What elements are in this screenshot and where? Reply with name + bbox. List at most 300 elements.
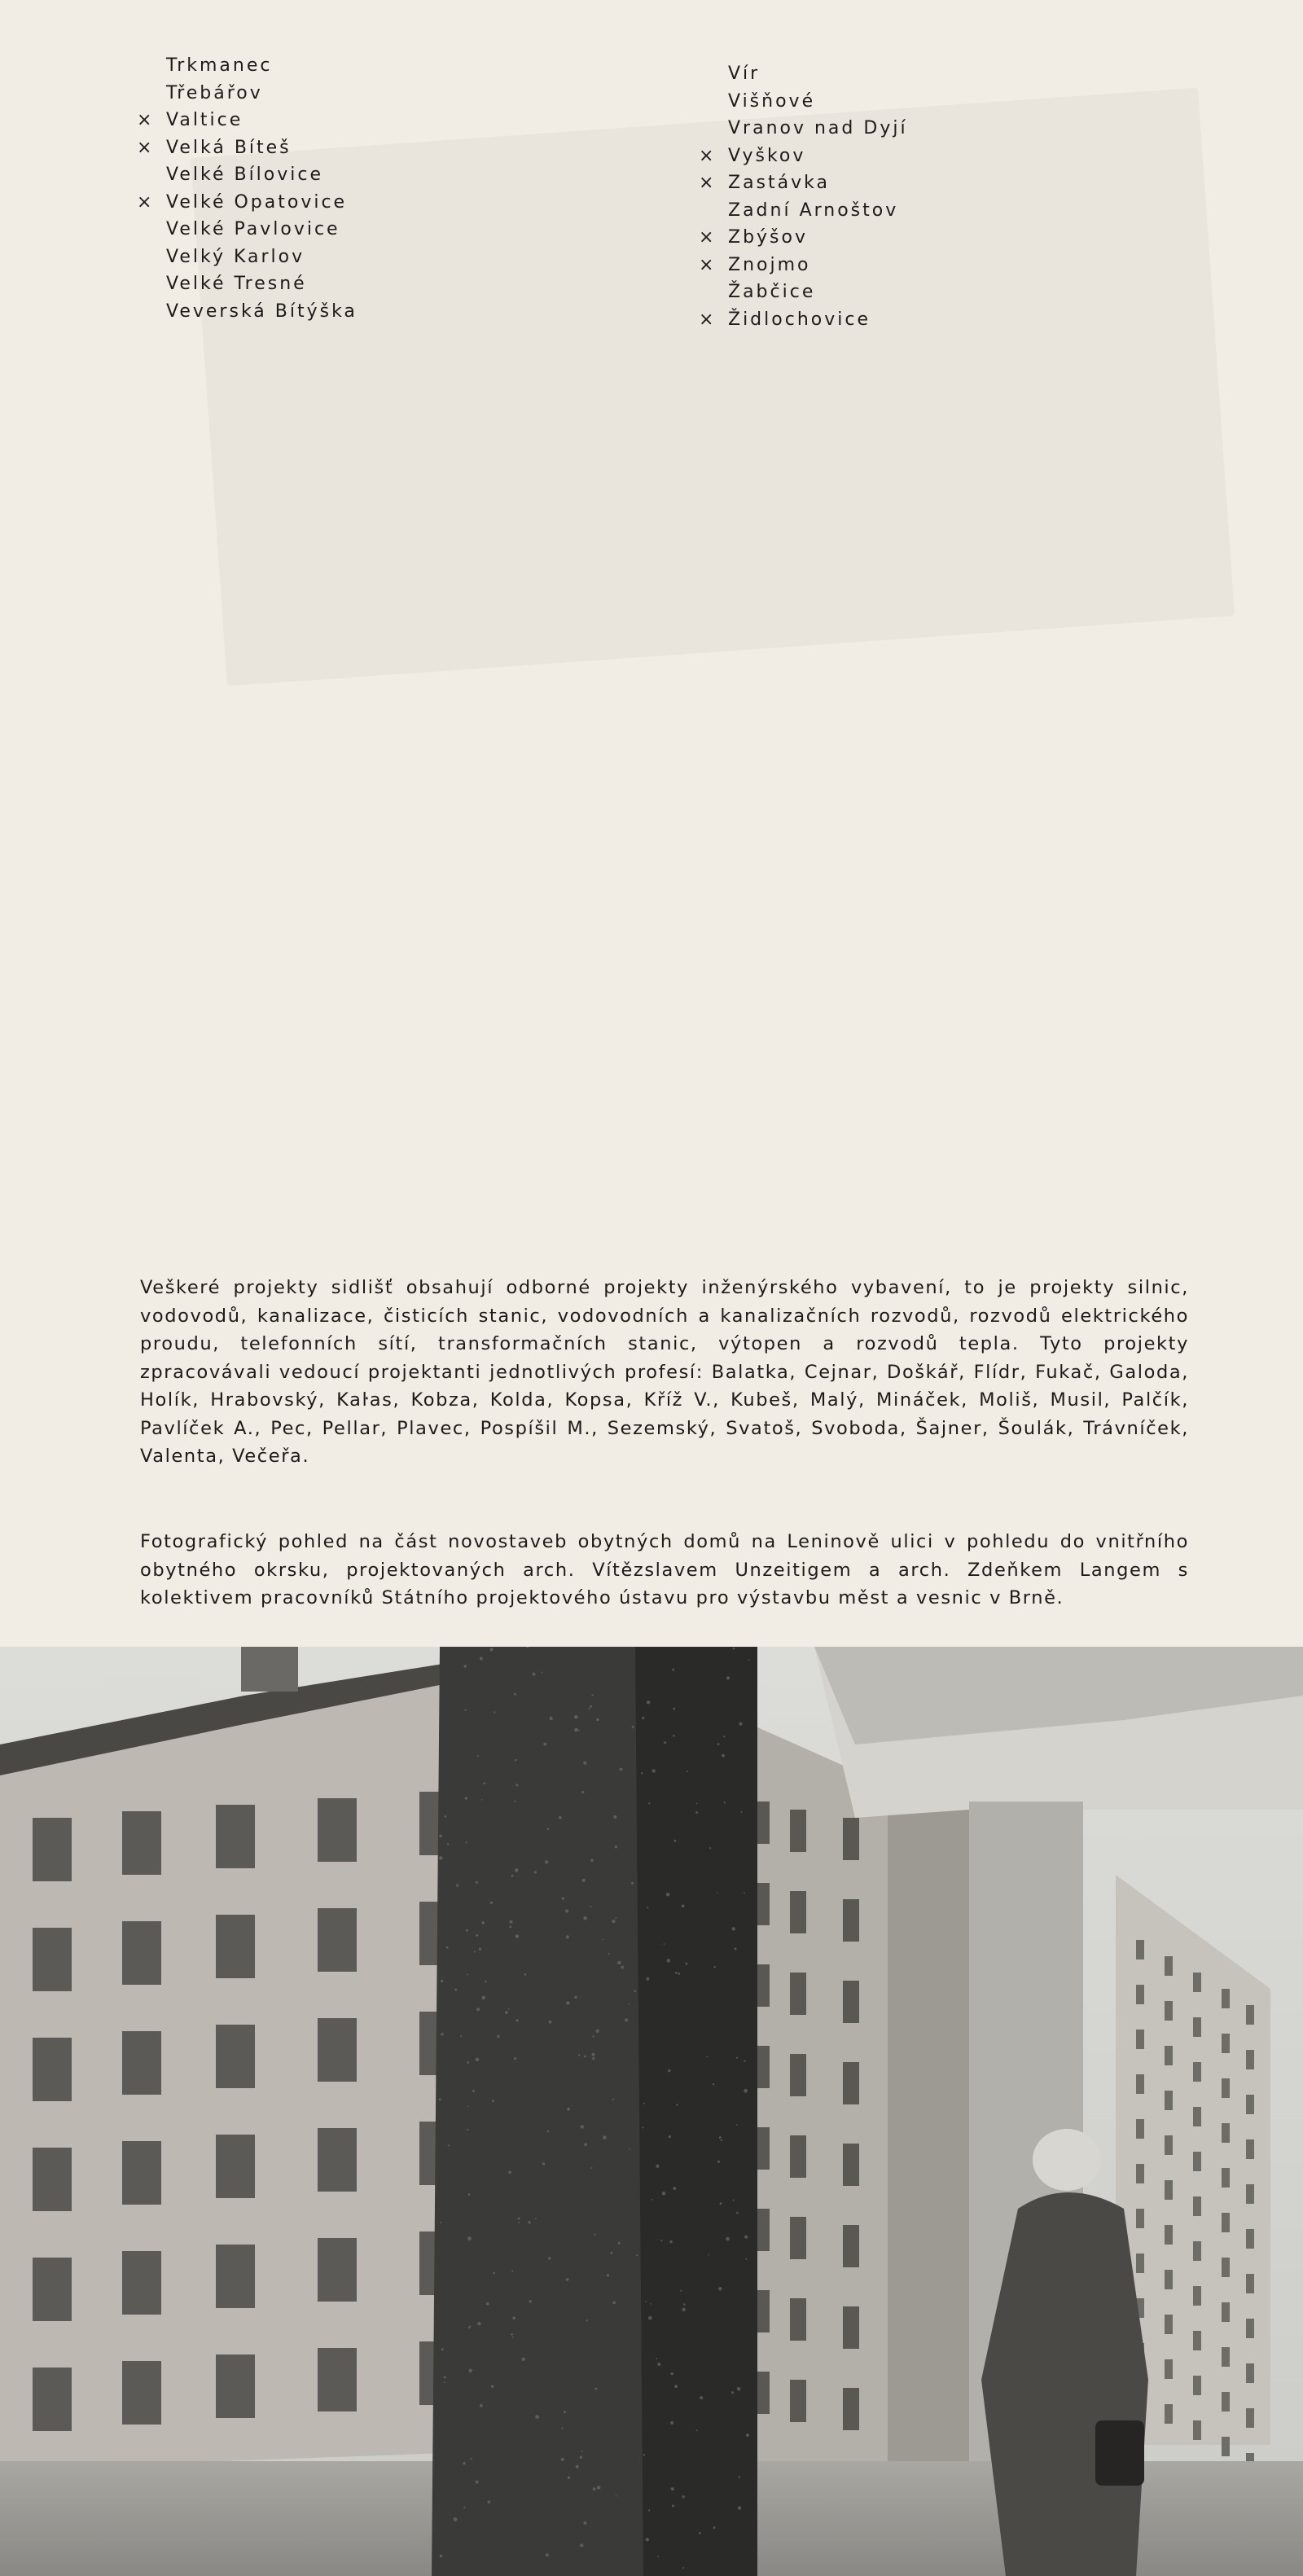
middle-building-side — [888, 1736, 977, 2461]
window — [1246, 2408, 1254, 2428]
speckle-dot — [529, 2300, 531, 2302]
speckle-dot — [726, 2237, 730, 2241]
speckle-dot — [592, 2057, 594, 2060]
speckle-dot — [718, 2287, 722, 2290]
speckle-dot — [441, 2033, 443, 2035]
speckle-dot — [581, 2125, 584, 2128]
place-name: Velké Tresné — [166, 274, 307, 294]
speckle-dot — [559, 1816, 562, 1819]
speckle-dot — [630, 2148, 631, 2150]
speckle-dot — [738, 2506, 741, 2509]
speckle-dot — [603, 1939, 604, 1941]
place-item — [137, 80, 358, 108]
speckle-dot — [467, 2061, 469, 2064]
speckle-dot — [583, 1762, 586, 1765]
speckle-dot — [463, 1665, 466, 1667]
speckle-dot — [488, 2500, 491, 2504]
speckle-dot — [463, 2462, 465, 2464]
speckle-dot — [508, 2171, 511, 2174]
speckle-dot — [643, 2103, 645, 2104]
place-name: Velké Pavlovice — [166, 219, 340, 239]
place-name: Žabčice — [728, 282, 816, 302]
speckle-dot — [467, 1974, 468, 1976]
speckle-dot — [566, 2001, 569, 2004]
speckle-dot — [474, 1951, 476, 1952]
speckle-dot — [542, 2162, 545, 2165]
speckle-dot — [466, 1929, 468, 1932]
window — [1136, 2164, 1144, 2183]
speckle-dot — [737, 2387, 741, 2391]
speckle-dot — [706, 2056, 708, 2058]
speckle-dot — [446, 1946, 449, 1949]
window — [216, 2135, 255, 2198]
window — [1246, 2363, 1254, 2383]
window — [1165, 2046, 1173, 2065]
window — [1193, 2286, 1201, 2306]
speckle-dot — [578, 2054, 580, 2056]
window — [1165, 2359, 1173, 2379]
speckle-dot — [581, 1791, 584, 1793]
speckle-dot — [594, 2388, 597, 2390]
place-name: Velké Bílovice — [166, 165, 324, 185]
speckle-dot — [454, 1989, 457, 1991]
window — [790, 2054, 806, 2096]
speckle-dot — [549, 2021, 552, 2024]
speckle-dot — [591, 2053, 594, 2056]
speckle-dot — [512, 2337, 514, 2338]
speckle-dot — [657, 2556, 659, 2557]
window — [1222, 2078, 1230, 2098]
speckle-dot — [545, 1860, 548, 1863]
speckle-dot — [477, 1755, 479, 1757]
speckle-dot — [670, 2421, 673, 2425]
speckle-dot — [721, 2139, 722, 2141]
speckle-dot — [518, 2218, 520, 2220]
place-name: Velký Karlov — [166, 246, 305, 267]
speckle-dot — [646, 1977, 649, 1981]
speckle-dot — [745, 2258, 747, 2260]
speckle-dot — [470, 2458, 472, 2460]
speckle-dot — [580, 2543, 583, 2547]
speckle-dot — [561, 2458, 564, 2461]
place-item — [137, 52, 358, 80]
speckle-dot — [664, 1943, 665, 1945]
speckle-dot — [581, 2451, 583, 2452]
speckle-dot — [590, 1906, 592, 1907]
place-name: Vyškov — [728, 145, 806, 166]
window — [843, 1981, 859, 2023]
speckle-dot — [549, 1717, 552, 1720]
speckle-dot — [476, 2008, 480, 2011]
speckle-dot — [590, 1859, 594, 1863]
window — [843, 2388, 859, 2430]
speckle-dot — [566, 2278, 569, 2281]
place-item — [699, 224, 908, 252]
window — [1136, 1940, 1144, 1959]
speckle-dot — [548, 2257, 551, 2259]
speckle-dot — [493, 2272, 495, 2275]
speckle-dot — [439, 1856, 443, 1860]
speckle-dot — [482, 1996, 486, 2000]
window — [1246, 2095, 1254, 2114]
window — [1165, 2180, 1173, 2200]
speckle-dot — [534, 1871, 537, 1873]
place-item — [137, 107, 358, 134]
speckle-dot — [699, 2532, 701, 2534]
place-item — [137, 216, 358, 244]
speckle-dot — [657, 2363, 660, 2366]
speckle-dot — [648, 1802, 650, 1804]
speckle-dot — [586, 2319, 588, 2321]
window — [1222, 2258, 1230, 2277]
speckle-dot — [682, 1905, 685, 1908]
window — [843, 1899, 859, 1942]
window — [33, 1818, 72, 1881]
speckle-dot — [631, 1882, 634, 1885]
speckle-dot — [615, 1845, 617, 1848]
speckle-dot — [700, 2396, 703, 2399]
speckle-dot — [733, 2200, 735, 2201]
speckle-dot — [668, 2069, 670, 2072]
speckle-dot — [611, 2252, 613, 2254]
speckle-dot — [645, 2301, 647, 2302]
window — [1193, 2062, 1201, 2082]
speckle-dot — [647, 1701, 650, 1704]
speckle-dot — [464, 1709, 466, 1711]
speckle-dot — [439, 1835, 442, 1838]
speckle-dot — [546, 2553, 549, 2556]
speckle-dot — [612, 2099, 614, 2100]
window — [843, 2225, 859, 2267]
window — [318, 1798, 357, 1862]
speckle-dot — [621, 1966, 625, 1969]
speckle-dot — [467, 2129, 468, 2131]
place-item — [137, 161, 358, 189]
speckle-dot — [543, 1743, 546, 1746]
speckle-dot — [662, 2192, 666, 2196]
window — [33, 2038, 72, 2101]
place-list-right — [699, 60, 908, 333]
speckle-dot — [486, 2302, 489, 2306]
place-item — [137, 270, 358, 298]
speckle-dot — [666, 1893, 670, 1897]
speckle-dot — [687, 1771, 688, 1772]
speckle-dot — [682, 2495, 685, 2498]
window — [790, 1810, 806, 1852]
speckle-dot — [643, 2454, 645, 2455]
place-name: Veverská Bítýška — [166, 301, 358, 322]
window — [216, 2025, 255, 2088]
window — [790, 2135, 806, 2178]
speckle-dot — [612, 2302, 616, 2305]
speckle-dot — [566, 1935, 569, 1938]
chimney — [241, 1647, 298, 1692]
window — [1222, 2302, 1230, 2322]
place-name: Vranov nad Dyjí — [728, 118, 908, 138]
speckle-dot — [444, 2376, 446, 2379]
window — [1222, 2347, 1230, 2367]
speckle-dot — [524, 1973, 527, 1976]
speckle-dot — [695, 1811, 698, 1814]
window — [1193, 2420, 1201, 2440]
speckle-dot — [673, 1708, 675, 1710]
speckle-dot — [664, 1741, 666, 1744]
speckle-dot — [628, 2003, 630, 2005]
window — [1136, 2209, 1144, 2228]
speckle-dot — [515, 1784, 518, 1786]
speckle-dot — [533, 1673, 536, 1676]
window — [843, 1818, 859, 1860]
window — [1222, 2123, 1230, 2143]
speckle-dot — [740, 1811, 742, 1813]
speckle-dot — [472, 2090, 475, 2092]
place-item — [699, 197, 908, 225]
window — [216, 1915, 255, 1978]
speckle-dot — [580, 2456, 582, 2459]
speckle-dot — [514, 1693, 516, 1696]
speckle-dot — [735, 1947, 737, 1950]
speckle-dot — [720, 2202, 722, 2205]
window — [1193, 2241, 1201, 2261]
speckle-dot — [562, 2428, 564, 2429]
speckle-dot — [476, 2058, 480, 2062]
speckle-dot — [722, 1754, 725, 1758]
speckle-dot — [652, 1769, 656, 1772]
speckle-dot — [724, 1801, 726, 1803]
speckle-dot — [477, 2322, 480, 2325]
window — [1222, 2213, 1230, 2232]
speckle-dot — [686, 1963, 688, 1965]
place-item — [137, 298, 358, 326]
speckle-dot — [582, 1879, 586, 1882]
speckle-dot — [675, 1972, 678, 1974]
place-name: Višňové — [728, 90, 816, 112]
speckle-dot — [656, 2358, 657, 2359]
window — [1246, 2005, 1254, 2025]
speckle-dot — [744, 2089, 748, 2093]
speckle-dot — [642, 2126, 643, 2128]
speckle-dot — [746, 2433, 749, 2437]
speckle-dot — [713, 1966, 715, 1968]
window — [1246, 2139, 1254, 2159]
window — [1222, 2437, 1230, 2456]
speckle-dot — [708, 2254, 709, 2256]
speckle-dot — [578, 1730, 580, 1731]
speckle-dot — [511, 1875, 514, 1877]
speckle-dot — [485, 1981, 486, 1982]
speckle-dot — [739, 2476, 740, 2477]
speckle-dot — [723, 1736, 725, 1737]
speckle-dot — [596, 1718, 599, 1722]
window — [1193, 2376, 1201, 2395]
speckle-dot — [511, 2333, 513, 2336]
place-name: Trkmanec — [166, 55, 273, 76]
speckle-dot — [584, 2521, 587, 2525]
place-name: Velké Opatovice — [166, 191, 348, 213]
place-item — [699, 143, 908, 170]
speckle-dot — [562, 1897, 564, 1899]
speckle-dot — [516, 2019, 519, 2021]
speckle-dot — [744, 2236, 748, 2239]
speckle-dot — [608, 1953, 610, 1955]
place-name: Vír — [728, 64, 761, 84]
speckle-dot — [597, 2486, 601, 2490]
speckle-dot — [480, 2404, 483, 2407]
speckle-dot — [616, 2495, 617, 2497]
window — [1246, 2229, 1254, 2249]
place-list-left — [137, 52, 358, 325]
speckle-dot — [565, 1909, 568, 1912]
speckle-dot — [482, 1921, 485, 1924]
window — [843, 2306, 859, 2349]
speckle-dot — [564, 2411, 566, 2413]
window — [1165, 2091, 1173, 2110]
speckle-dot — [671, 2487, 674, 2490]
speckle-dot — [519, 2222, 520, 2223]
speckle-dot — [509, 1920, 512, 1924]
speckle-dot — [476, 1934, 478, 1937]
speckle-dot — [596, 2030, 599, 2033]
speckle-dot — [547, 2131, 549, 2132]
place-item — [699, 306, 908, 334]
speckle-dot — [567, 2108, 570, 2111]
speckle-dot — [590, 2167, 592, 2169]
window — [790, 1891, 806, 1933]
speckle-dot — [713, 2083, 714, 2085]
speckle-dot — [444, 2381, 445, 2383]
speckle-dot — [460, 2035, 462, 2037]
speckle-dot — [454, 2517, 458, 2521]
window — [122, 2031, 161, 2095]
window — [1246, 2184, 1254, 2204]
speckle-dot — [612, 1920, 615, 1923]
speckle-dot — [465, 1797, 467, 1800]
window — [1136, 2253, 1144, 2273]
speckle-dot — [583, 1916, 587, 1920]
window — [216, 2245, 255, 2308]
speckle-dot — [481, 1799, 483, 1801]
speckle-dot — [574, 1996, 577, 1999]
speckle-dot — [618, 2242, 621, 2245]
speckle-dot — [512, 2317, 515, 2320]
foreground-pillar-shadow-face — [635, 1647, 757, 2576]
window — [318, 2348, 357, 2411]
window — [790, 2217, 806, 2259]
speckle-dot — [440, 2555, 443, 2558]
speckle-dot — [440, 2222, 441, 2223]
speckle-dot — [593, 2487, 596, 2490]
speckle-dot — [441, 1980, 443, 1982]
speckle-dot — [652, 2199, 653, 2201]
speckle-dot — [648, 2509, 650, 2511]
speckle-dot — [648, 2316, 652, 2320]
speckle-dot — [497, 2035, 499, 2038]
window — [790, 1973, 806, 2015]
window — [33, 2368, 72, 2431]
cross-mark-icon: × — [699, 254, 717, 275]
housing-photograph — [0, 1647, 1303, 2576]
photo-caption: Fotografický pohled na část novostaveb obytných domů na Leninově ulici v pohledu do vnitřního obytného okrsku, projektovaných arch. Vítězslavem Unzeitigem a arch. Zdeňkem Langem s kolektivem pracovníků Státního projektového ústavu pro výstavbu měst a vesnic v Brně. — [140, 1531, 1189, 1608]
speckle-dot — [674, 2385, 678, 2388]
speckle-dot — [669, 2135, 671, 2138]
place-item — [699, 169, 908, 197]
speckle-dot — [490, 1902, 493, 1904]
place-item — [137, 134, 358, 162]
cross-mark-icon: × — [699, 145, 717, 166]
window — [1222, 2392, 1230, 2411]
place-item — [699, 279, 908, 306]
speckle-dot — [672, 1669, 674, 1671]
speckle-dot — [479, 1948, 481, 1951]
window — [1193, 2331, 1201, 2350]
window — [1193, 1973, 1201, 1992]
speckle-dot — [483, 1783, 485, 1785]
speckle-dot — [656, 2165, 659, 2168]
window — [318, 2018, 357, 2082]
speckle-dot — [678, 1973, 680, 1975]
speckle-dot — [584, 2143, 587, 2146]
speckle-dot — [660, 2240, 662, 2241]
speckle-dot — [568, 2477, 570, 2479]
speckle-dot — [480, 1657, 483, 1661]
window — [1136, 2074, 1144, 2094]
window — [216, 2354, 255, 2418]
window — [122, 1921, 161, 1985]
speckle-dot — [515, 1934, 520, 1938]
speckle-dot — [476, 2481, 479, 2484]
window — [1222, 2034, 1230, 2053]
window — [318, 2238, 357, 2302]
speckle-dot — [667, 1959, 671, 1963]
window — [1222, 1989, 1230, 2008]
speckle-dot — [736, 2057, 738, 2059]
place-name: Zbýšov — [728, 227, 808, 248]
speckle-dot — [731, 2391, 734, 2394]
window — [1165, 2270, 1173, 2289]
speckle-dot — [748, 1659, 750, 1661]
place-name: Znojmo — [728, 254, 811, 275]
speckle-dot — [669, 2240, 672, 2243]
window — [1246, 2050, 1254, 2069]
speckle-dot — [508, 2008, 510, 2010]
cross-mark-icon: × — [699, 309, 717, 330]
cross-mark-icon: × — [137, 137, 155, 158]
speckle-dot — [594, 2234, 596, 2236]
speckle-dot — [683, 2303, 685, 2305]
place-name: Třebářov — [166, 82, 263, 103]
speckle-dot — [717, 2161, 720, 2163]
window — [1193, 2017, 1201, 2037]
place-item — [699, 88, 908, 116]
speckle-dot — [713, 2526, 716, 2529]
speckle-dot — [672, 2504, 674, 2507]
window — [122, 2251, 161, 2315]
window — [33, 2148, 72, 2211]
speckle-dot — [680, 2290, 682, 2292]
speckle-dot — [535, 2415, 539, 2419]
speckle-dot — [445, 1815, 447, 1818]
speckle-dot — [607, 2274, 609, 2276]
window — [1136, 2030, 1144, 2049]
projects-paragraph: Veškeré projekty sidlišť obsahují odborné projekty inženýrského vybavení, to je projekty silnic, vodovodů, kanalizace, čisticích stanic, vodovodních a kanalizačních rozvodů, rozvodů elektrického proudu, telefonních sítí, transformačních stanic, výtopen a rozvodů tepla. Tyto projekty zpracovávali vedoucí projektanti jednotlivých profesí: Balatka, Cejnar, Doškář, Flídr, Fukač, Galoda, Holík, Hrabovský, Kaŀas, Kobza, Kolda, Kopsa, Kříž V., Kubeš, Malý, Mináček, Moliš, Musil, Palčík, Pavlíček A., Pec, Pellar, Plavec, Pospíšil M., Sezemský, Svatoš, Svoboda, Šajner, Šoulák, Trávníček, Valenta, Večeřa. — [140, 1277, 1189, 1467]
speckle-dot — [632, 1726, 634, 1728]
window — [33, 2258, 72, 2321]
speckle-dot — [696, 2429, 698, 2431]
cross-mark-icon: × — [699, 227, 717, 248]
speckle-dot — [726, 1676, 730, 1679]
speckle-dot — [469, 2326, 471, 2328]
speckle-dot — [476, 1881, 478, 1884]
